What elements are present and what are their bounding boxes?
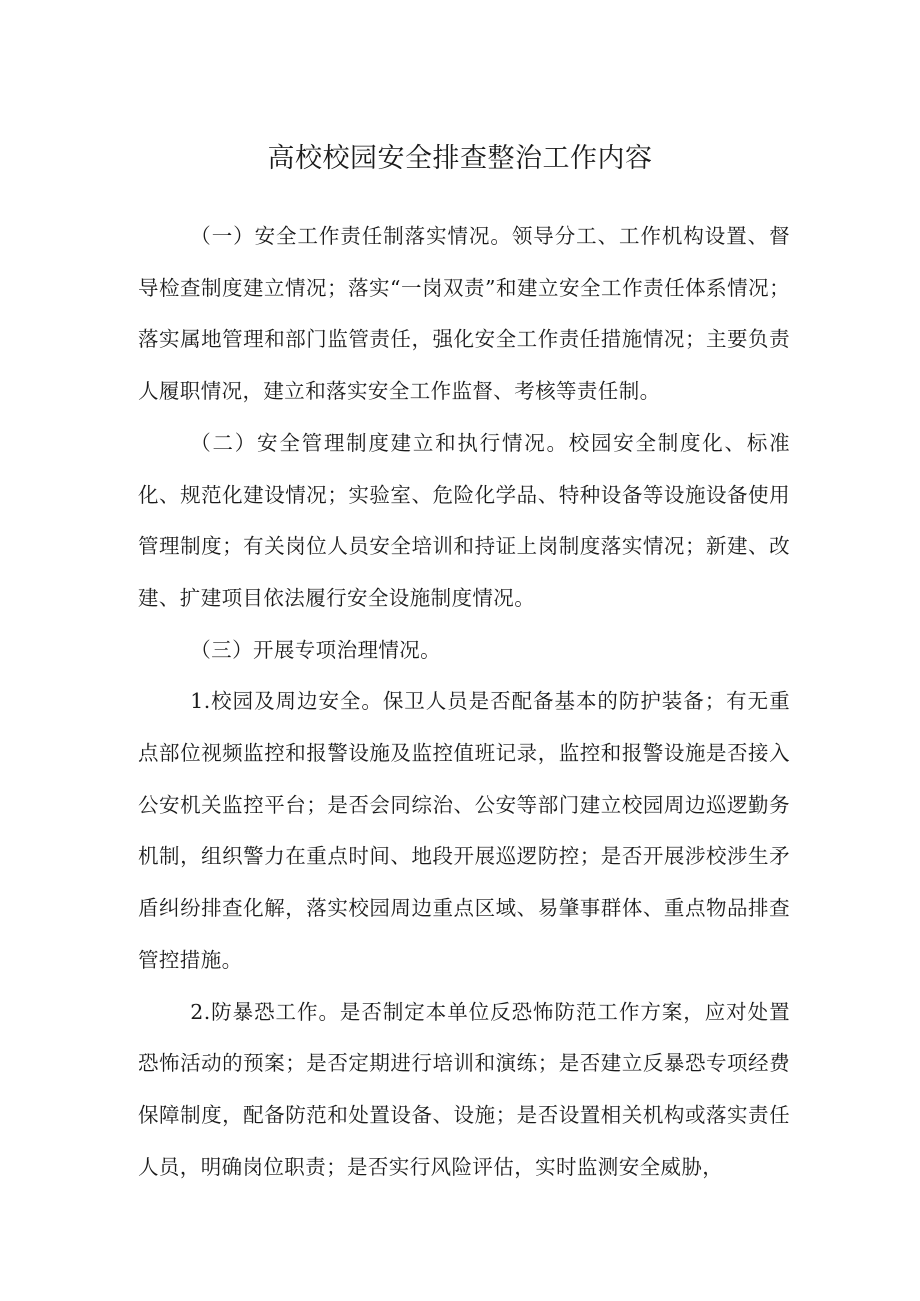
paragraph-special-governance: （三）开展专项治理情况。 [190, 637, 442, 662]
document-body [138, 211, 790, 1193]
paragraph-responsibility-system: （一）安全工作责任制落实情况。领导分工、工作机构设置、督导检查制度建立情况；落实“一岗双责”和建立安全工作责任体系情况；落实属地管理和部门监管责任，强化安全工作责任措施情况；主要负责人履职情况，建立和落实安全工作监督、考核等责任制。 [138, 224, 790, 404]
paragraph-management-system: （二）安全管理制度建立和执行情况。校园安全制度化、标准化、规范化建设情况；实验室、危险化学品、特种设备等设施设备使用管理制度；有关岗位人员安全培训和持证上岗制度落实情况；新建、改建、扩建项目依法履行安全设施制度情况。 [138, 430, 790, 610]
document-title: 高校校园安全排查整治工作内容 [267, 143, 653, 174]
paragraph-anti-terrorism: 2.防暴恐工作。是否制定本单位反恐怖防范工作方案，应对处置恐怖活动的预案；是否定期进行培训和演练；是否建立反暴恐专项经费保障制度，配备防范和处置设备、设施；是否设置相关机构或落实责任人员，明确岗位职责；是否实行风险评估，实时监测安全威胁， [138, 999, 790, 1179]
paragraph-campus-security: 1.校园及周边安全。保卫人员是否配备基本的防护装备；有无重点部位视频监控和报警设施及监控值班记录，监控和报警设施是否接入公安机关监控平台；是否会同综治、公安等部门建立校园周边巡逻勤务机制，组织警力在重点时间、地段开展巡逻防控；是否开展涉校涉生矛盾纠纷排查化解，落实校园周边重点区域、易肇事群体、重点物品排查管控措施。 [138, 689, 790, 972]
